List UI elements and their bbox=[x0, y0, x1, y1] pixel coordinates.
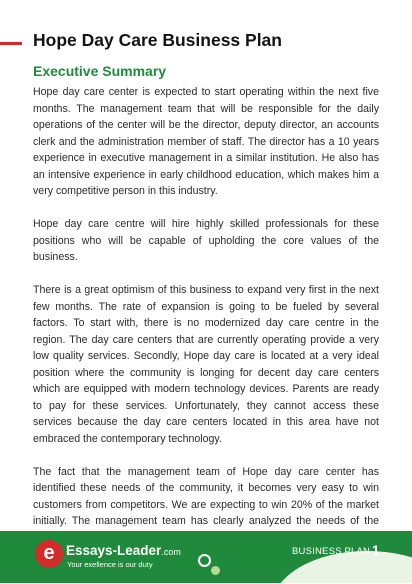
section-heading: Executive Summary bbox=[33, 63, 167, 79]
brand-name-main: Essays-Leader bbox=[66, 543, 162, 558]
paragraph: There is a great optimism of this business to expand very first in the next few months. The rate of expansion is going to be fueled by several factors. To start with, there is no modernized day care centre in the region. The day care centers that are currently operating provide a very low quality services. Secondly, Hope day care is located at a very ideal position where the community is longing for decent day care centers which are equipped with modern technology devices. Parents are ready to pay for these services. Unfortunately, they cannot access these services because the day care centers located in this area have not embraced the contemporary technology. bbox=[33, 284, 379, 445]
logo-letter: e bbox=[43, 541, 55, 564]
footer-section-label: BUSINESS PLAN bbox=[292, 546, 371, 557]
footer-decorative-dots bbox=[198, 554, 228, 584]
paragraph: The fact that the management team of Hope day care center has identified these needs of the community, it becomes very easy to win customers from competitors. We are expecting to win 20% of the market initially. The management team has clearly analyzed the needs of the bbox=[33, 465, 379, 527]
document-title: Hope Day Care Business Plan bbox=[33, 30, 282, 50]
brand-name bbox=[66, 544, 181, 559]
brand-name-tld: .com bbox=[161, 547, 181, 557]
paragraph: Hope day care center is expected to start operating within the next five months. The management team that will be responsible for the daily operations of the center will be the director, deputy director, an accounts clerk and the administration member of staff. The director has a 10 years experience in executive management in a similar institution. He also has an intensive experience in early childhood education, which makes him a very competitive person in this industry. bbox=[33, 86, 379, 197]
ring-dot-icon bbox=[198, 554, 211, 567]
solid-dot-icon bbox=[211, 566, 220, 575]
page-number: 1 bbox=[372, 543, 380, 558]
brand-tagline: Your exellence is our duty bbox=[67, 560, 153, 569]
body-text bbox=[33, 84, 379, 563]
brand-logo-icon bbox=[35, 540, 63, 568]
title-accent-line bbox=[0, 42, 22, 45]
paragraph: Hope day care centre will hire highly skilled professionals for these positions who will be capable of upholding the core values of the business. bbox=[33, 218, 379, 263]
